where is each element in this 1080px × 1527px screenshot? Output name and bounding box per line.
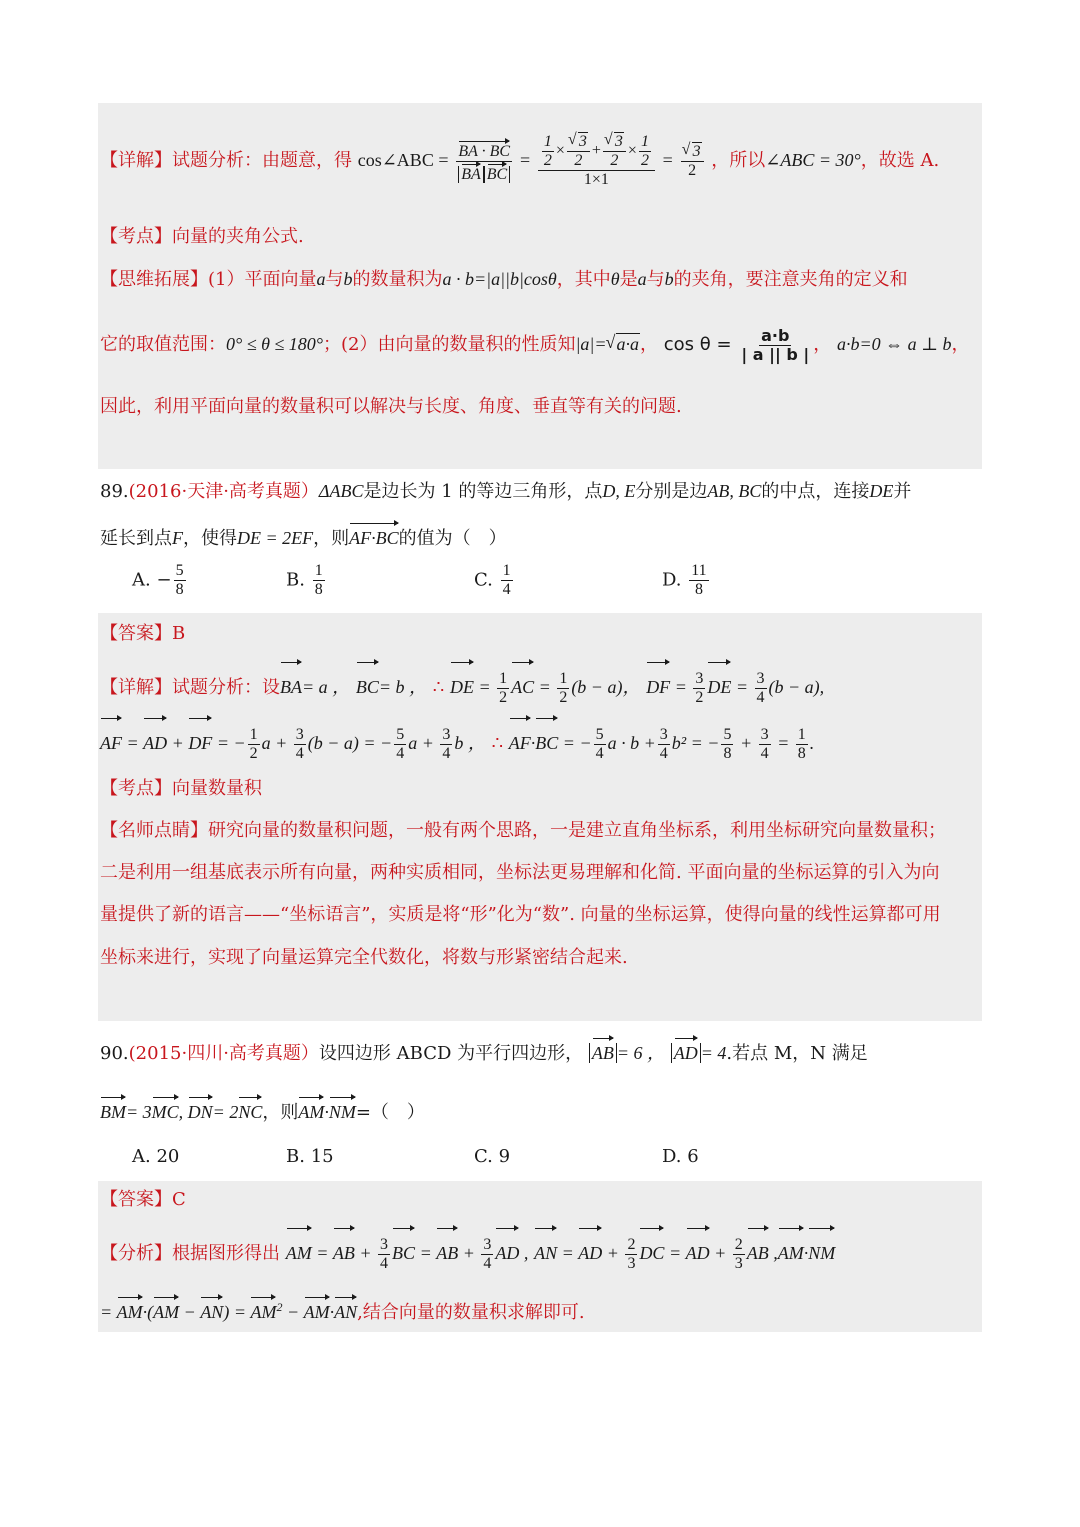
q89-option-d[interactable]: D. $\frac{11}{8}$ [662,562,707,598]
detail-tag: 【详解】 [100,150,172,171]
siwei-line-3: 因此，利用平面向量的数量积可以解决与长度、角度、垂直等有关的问题. [100,396,682,417]
q89-answer: 【答案】B [100,623,186,644]
q89-option-b[interactable]: B. $\frac{1}{8}$ [286,562,323,598]
siwei-line-1: 【思维拓展】(1）平面向量a与b的数量积为a · b=|a||b|cosθ，其中θ是a与b的夹角，要注意夹角的定义和 [100,269,908,290]
q90-fenxi-line-2: = $AM\cdot(AM - AN) = AM^2 - AM\cdot AN$,结合向量的数量积求解即可. [100,1294,982,1326]
cos-theta-fraction: $\frac{a\cdot b}{| a || b |}$ [741,325,810,364]
q90-line-2: BM= 3MC, DN= 2NC，则AM·NM=（ ） [100,1095,982,1126]
q89-option-a[interactable]: A. − $\frac{5}{8}$ [132,562,184,598]
q89-line-2: 延长到点F，使得DE = 2EF，则AF·BC的值为（ ） [100,521,982,552]
q89-kaodian: 【考点】向量数量积 [100,778,262,799]
siwei-line-2: 它的取值范围：0° ≤ θ ≤ 180°；(2）由向量的数量积的性质知|a|=√ a·a， cos θ = $\frac{a\cdot b}{| a || b |}$ ， a·b=0 ⇔ a ⊥ b， [100,316,982,372]
cos-fraction: $\frac{BA \cdot BC}{\text{BA BC}}$ [456,139,512,184]
q90-line-1: 90.(2015·四川·高考真题）设四边形 ABCD 为平行四边形， AB = 6 ， AD = 4.若点 M，N 满足 [100,1036,982,1067]
kaodian-88: 【考点】向量的夹角公式. [100,226,304,247]
q89-mingshi-2: 二是利用一组基底表示所有向量，两种实质相同，坐标法更易理解和化简. 平面向量的坐标运算的引入为向 [100,862,940,883]
q89-mingshi-1: 【名师点睛】研究向量的数量积问题，一般有两个思路，一是建立直角坐标系，利用坐标研究向量数量积； [100,820,946,841]
q90-option-c[interactable]: C. 9 [474,1146,511,1167]
q90-option-a[interactable]: A. 20 [132,1146,180,1167]
value-fraction: $\frac{1}{2}$ × √ $\frac{3}{2}$ + √ $\frac{3}{2}$ × $\frac{1}{2}$ 1×1 [538,133,655,189]
q89-detail-line-1: 【详解】试题分析：设BA= a ， BC= b ， ∴ DE = $\frac{1}{2}$ AC = $\frac{1}{2}$ (b − a)， DF = $\frac{3}{2}$ DE = $\frac{3}{4}$ (b − a), [100,660,982,706]
q89-option-c[interactable]: C. $\frac{1}{4}$ [474,562,511,598]
q90-fenxi-line-1: 【分析】根据图形得出 AM = AB + $\frac{3}{4}$ BC = AB + $\frac{3}{4}$ AD , AN = AD + $\frac{2}{3}$ DC = AD + $\frac{2}{3}$ AB ,AM·NM [100,1226,982,1272]
q89-mingshi-3: 量提供了新的语言——“坐标语言”，实质是将“形”化为“数”. 向量的坐标运算，使得向量的线性运算都可用 [100,904,941,925]
q90-answer: 【答案】C [100,1189,186,1210]
result-fraction: √ $\frac{3}{2}$ [681,143,704,180]
q90-option-b[interactable]: B. 15 [286,1146,334,1167]
q89-mingshi-4: 坐标来进行，实现了向量运算完全代数化，将数与形紧密结合起来. [100,947,628,968]
detail-88-line: 【详解】试题分析：由题意，得 cos∠ABC = $\frac{BA \cdot BC}{\text{BA BC}}$ = $\frac{1}{2}$ × √ $\frac{3}{2}$ + √ $\frac{3}{2}$ × $\frac{1}{2}$ 1×1 = √ $\frac{3}{2}$ ，所以∠ABC = 30°，故选 A. [100,130,982,190]
q89-line-1: 89.(2016·天津·高考真题）ΔABC是边长为 1 的等边三角形，点D, E分别是边AB, BC的中点，连接DE并 [100,481,912,502]
q89-detail-line-2: AF = AD + DF = − $\frac{1}{2}$ a + $\frac{3}{4}$ (b − a) = − $\frac{5}{4}$ a + $\frac{3}{4}$ b ， ∴ AF·BC = − $\frac{5}{4}$ a · b + $\frac{3}{4}$ b² = − $\frac{5}{8}$ + $\frac{3}{4}$ = $\frac{1}{8}$ . [100,716,982,762]
q90-option-d[interactable]: D. 6 [662,1146,699,1167]
